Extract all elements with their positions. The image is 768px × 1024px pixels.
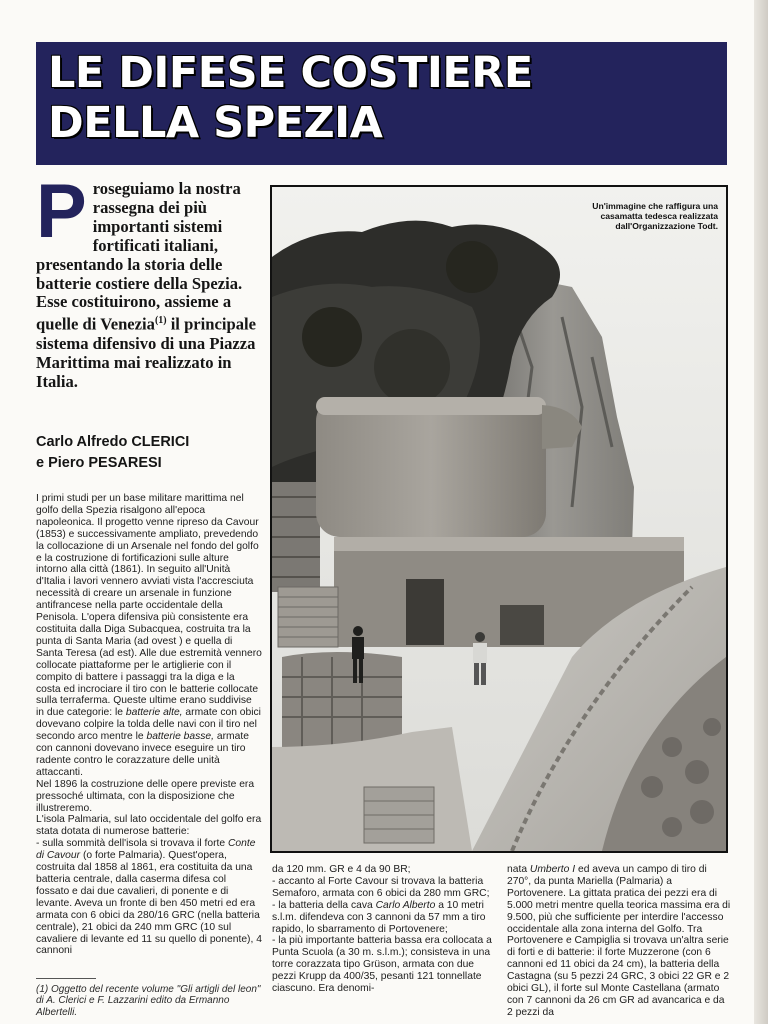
text-run: ed aveva un campo di tiro di 270°, da punta Mariella (Palmaria) a Portovenere. La gittata pratica dei pezzi era di 5.000 metri mentre quella teorica massima era di 9.500, più che sufficiente per interdire l'accesso occidentale alla zona interna del Golfo. Tra Portovenere e Campiglia si trovava un'altra serie di forti e di batterie: il forte Muzzerone (con 6 cannoni ed 11 obici da 24 cm), la batteria della Castagna (su 5 pezzi 24 GRC, 3 obici 22 GR e 2 obici GL), il forte sul Monte Castellana (armato con 7 cannoni da 26 cm GR ad avancarica e da 2 pezzi da — [507, 864, 731, 1018]
paragraph: - accanto al Forte Cavour si trovava la batteria Semaforo, armata con 6 obici da 280 mm GRC; — [272, 875, 490, 899]
title-banner — [36, 42, 727, 165]
paragraph — [36, 838, 262, 957]
body-column-2 — [272, 864, 496, 995]
photo-casamatta — [270, 185, 728, 853]
photo-illustration — [272, 187, 726, 851]
footnote-text: "Gli artigli del leon" di A. Clerici e F. Lazzarini edito da Ermanno Albertelli. — [36, 984, 261, 1018]
paragraph: Nel 1896 la costruzione delle opere previste era pressoché ultimata, con la disposizione che illustreremo. — [36, 778, 255, 814]
italic-term: Conte di Cavour — [36, 838, 256, 862]
paragraph: da 120 mm. GR e 4 da 90 BR; — [272, 864, 411, 875]
lead-text-end: il principale sistema difensivo di una Piazza Marittima mai realizzato in Italia. — [36, 314, 256, 391]
text-run: - sulla sommità dell'isola si trovava il forte — [36, 838, 228, 850]
italic-term: batterie alte, — [125, 707, 183, 719]
paragraph — [507, 864, 731, 1019]
paragraph — [272, 900, 496, 936]
footnote-rule — [36, 978, 96, 979]
text-run: nata — [507, 864, 530, 875]
text-run: I primi studi per un base militare marittima nel golfo della Spezia risalgono all'epoca napoleonica. Il progetto venne ripreso da Cavour (1853) e successivamente ampliato, prevedendo la collocazione di un Arsenale nel fondo del golfo e la costruzione di fortificazioni sulle alture intorno alla città (1861). In seguito all'Unità d'Italia i lavori vennero avviati vista l'accresciuta necessità di creare un arsenale in funzione antifrancese nella parte occidentale della Penisola. L'opera difensiva più consistente era costituita dalla Diga Subacquea, costruita tra la punta di Santa Maria (ad ovest ) e quella di Santa Teresa (ad est). Alle due estremità vennero collocate piattaforme per le artiglierie con il compito di battere i passaggi tra la diga e la costa ed incrociare il tiro con le batterie collocate sulla terraferma. Queste ultime erano suddivise in due categorie: le — [36, 493, 262, 719]
author-line-1: Carlo Alfredo CLERICI — [36, 434, 190, 450]
text-run: armate con obici dovevano colpire la tolda delle navi con il tiro nel secondo arco mentre le — [36, 707, 261, 743]
title-line-1: LE DIFESE COSTIERE — [48, 48, 533, 98]
text-run: armate con cannoni dovevano invece eseguire un tiro radente contro le corazzature delle unità attaccanti. — [36, 731, 249, 778]
lead-text: roseguiamo la nostra rassegna dei più importanti sistemi fortificati italiani, presentando la storia delle batterie costiere della Spezia. Esse costituirono, assieme a quelle di Venezia — [36, 179, 243, 334]
drop-cap: P — [36, 169, 87, 254]
paragraph — [36, 493, 262, 779]
author-line-2: e Piero PESARESI — [36, 455, 162, 471]
text-run: a 10 metri s.l.m. difendeva con 3 cannoni da 57 mm a tiro rapido, lo sbarramento di Portovenere; — [272, 899, 486, 935]
authors — [36, 432, 262, 474]
text-run: (o forte Palmaria). Quest'opera, costruita dal 1858 al 1861, era costituita da una batteria centrale, dalla caserma difesa col fossato e dai due cavalieri, di ponente e di levante. Aveva un fronte di ben 450 metri ed era armata con 6 obici da 280/16 GRC (nella batteria centrale), 21 obici da 240 mm GRC (10 sul cavaliere di levante ed 11 su quello di ponente), 4 cannoni — [36, 850, 262, 957]
italic-term: Carlo Alberto — [375, 899, 436, 911]
body-column-1 — [36, 493, 262, 957]
title-line-2: DELLA SPEZIA — [48, 98, 383, 148]
italic-term: Umberto I — [529, 864, 576, 875]
footnote — [36, 984, 262, 1018]
body-column-3 — [507, 864, 731, 1019]
text-run: - la batteria della cava — [272, 899, 376, 911]
article-title — [48, 48, 533, 148]
paragraph: - la più importante batteria bassa era collocata a Punta Scuola (a 30 m. s.l.m.); consisteva in una torre corazzata tipo Grüson, armata con due pezzi Krupp da 400/35, pesanti 121 tonnellate ciascuno. Era denomi- — [272, 935, 492, 995]
lead-paragraph — [36, 169, 262, 392]
italic-term: batterie basse, — [146, 731, 215, 743]
paragraph: L'isola Palmaria, sul lato occidentale del golfo era stata dotata di numerose batterie: — [36, 814, 262, 838]
photo-caption: Un'immagine che raffigura una casamatta tedesca realizzata dall'Organizzazione Todt. — [592, 201, 718, 231]
footnote-text: (1) Oggetto del recente volume — [36, 984, 177, 995]
page-edge — [754, 0, 768, 1024]
footnote-ref: (1) — [154, 315, 167, 327]
